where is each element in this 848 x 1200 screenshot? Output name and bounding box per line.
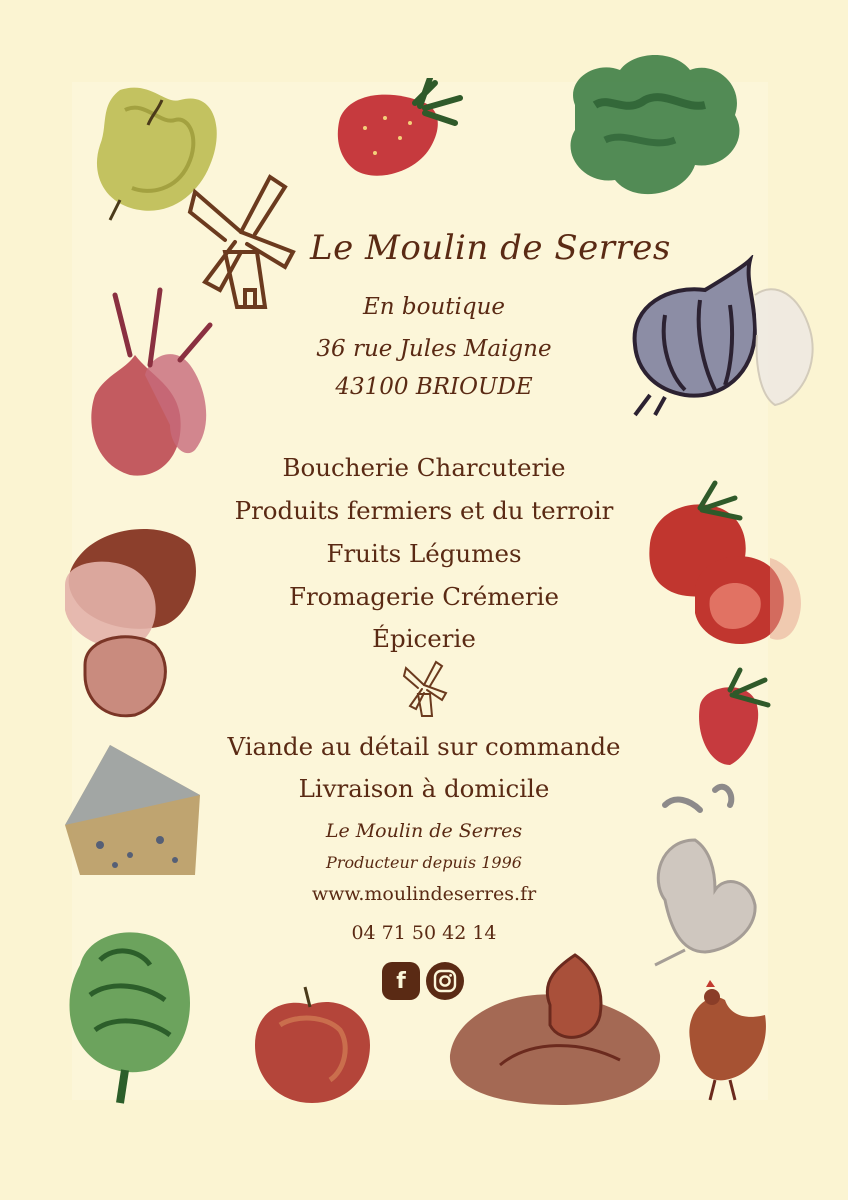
extra-item: Livraison à domicile [298, 774, 550, 803]
roast-chicken-illustration [440, 945, 670, 1110]
shop-street: 36 rue Jules Maigne [316, 336, 552, 362]
service-item: Produits fermiers et du terroir [234, 496, 614, 525]
windmill-divider-icon [402, 660, 448, 718]
social-links [382, 962, 464, 1000]
broccoli-illustration [555, 45, 750, 210]
footer-name: Le Moulin de Serres [325, 820, 523, 842]
hen-illustration [670, 975, 780, 1105]
service-item: Boucherie Charcuterie [282, 453, 566, 482]
shop-label: En boutique [362, 294, 506, 320]
facebook-icon: f [396, 968, 406, 994]
service-item: Fromagerie Crémerie [288, 582, 560, 611]
website-link[interactable]: www.moulindeserres.fr [311, 883, 537, 905]
apple-illustration [240, 985, 385, 1105]
facebook-button[interactable] [382, 962, 420, 1000]
phone-number: 04 71 50 42 14 [351, 922, 497, 944]
brand-title: Le Moulin de Serres [310, 228, 671, 268]
extra-item: Viande au détail sur commande [227, 732, 621, 761]
footer-since: Producteur depuis 1996 [326, 853, 522, 872]
service-item: Épicerie [372, 624, 476, 653]
strawberry-illustration [330, 78, 470, 188]
instagram-icon [433, 969, 457, 993]
service-item: Fruits Légumes [326, 539, 522, 568]
shop-city: 43100 BRIOUDE [335, 374, 533, 400]
instagram-button[interactable] [426, 962, 464, 1000]
